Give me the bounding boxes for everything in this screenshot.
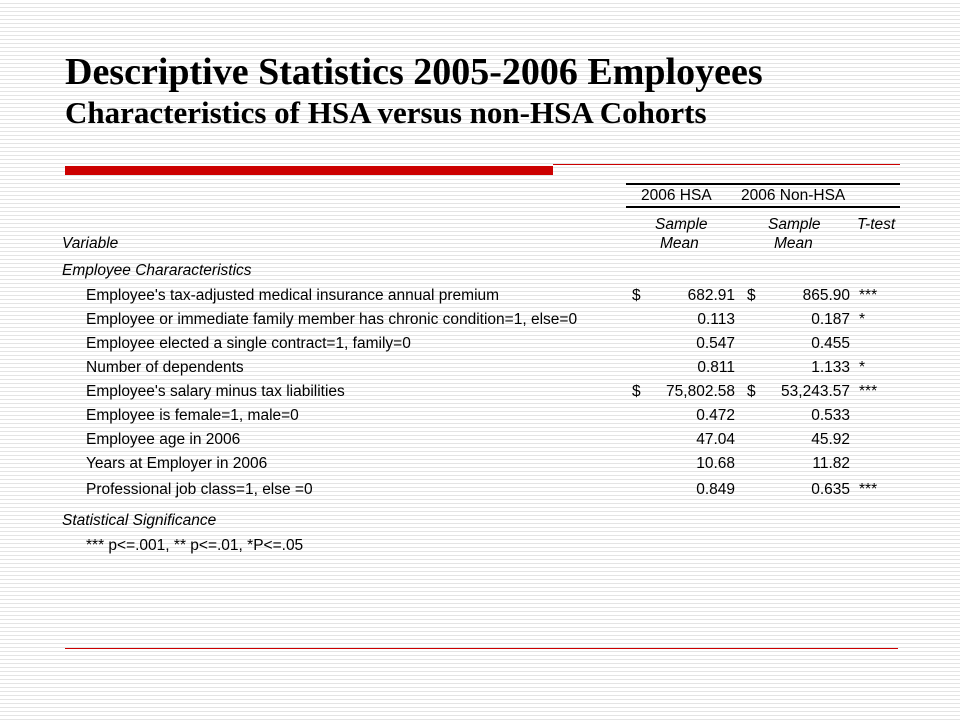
hsa-mean: 682.91 [687, 287, 735, 304]
row-label: Employee or immediate family member has chronic condition=1, else=0 [86, 311, 578, 328]
row-label: Professional job class=1, else =0 [86, 481, 313, 498]
section-title: Employee Chararacteristics [62, 262, 252, 279]
significance-title: Statistical Significance [62, 512, 217, 529]
footer-rule [65, 648, 898, 649]
title-accent-bar [65, 166, 553, 175]
hsa-mean: 0.113 [697, 311, 735, 328]
hsa-currency: $ [632, 287, 641, 304]
nonhsa-mean: 11.82 [812, 455, 850, 472]
significance-stars: * [859, 311, 866, 328]
title-rule [553, 164, 900, 165]
col-header-hsa-line1: Sample [655, 216, 708, 233]
row-label: Years at Employer in 2006 [86, 455, 268, 472]
nonhsa-mean: 53,243.57 [781, 383, 850, 400]
nonhsa-mean: 0.533 [811, 407, 850, 424]
hsa-mean: 0.472 [696, 407, 735, 424]
table-top-rule [626, 183, 900, 185]
col-header-ttest: T-test [857, 216, 896, 233]
row-label: Employee is female=1, male=0 [86, 407, 299, 424]
nonhsa-mean: 45.92 [811, 431, 850, 448]
nonhsa-mean: 1.133 [811, 359, 850, 376]
group-header-hsa: 2006 HSA [641, 187, 712, 204]
nonhsa-mean: 0.635 [811, 481, 850, 498]
title-line-1: Descriptive Statistics 2005-2006 Employees [65, 51, 763, 93]
title-line-2: Characteristics of HSA versus non-HSA Cohorts [65, 95, 707, 130]
group-header-nonhsa: 2006 Non-HSA [741, 187, 846, 204]
nonhsa-mean: 865.90 [802, 287, 850, 304]
nonhsa-currency: $ [747, 383, 756, 400]
significance-stars: *** [859, 287, 878, 304]
col-header-nonhsa-line1: Sample [768, 216, 821, 233]
col-header-hsa-line2: Mean [660, 235, 699, 252]
hsa-mean: 0.849 [696, 481, 735, 498]
group-header-rule [626, 206, 900, 208]
hsa-mean: 47.04 [696, 431, 735, 448]
significance-stars: * [859, 359, 866, 376]
slide-title [65, 50, 945, 132]
hsa-mean: 0.811 [697, 359, 735, 376]
hsa-currency: $ [632, 383, 641, 400]
row-label: Employee age in 2006 [86, 431, 241, 448]
significance-note: *** p<=.001, ** p<=.01, *P<=.05 [86, 537, 304, 554]
hsa-mean: 0.547 [696, 335, 735, 352]
col-header-variable: Variable [62, 235, 119, 252]
row-label: Number of dependents [86, 359, 244, 376]
hsa-mean: 75,802.58 [666, 383, 735, 400]
col-header-nonhsa-line2: Mean [774, 235, 813, 252]
significance-stars: *** [859, 383, 878, 400]
nonhsa-mean: 0.455 [811, 335, 850, 352]
row-label: Employee's tax-adjusted medical insurance annual premium [86, 287, 500, 304]
significance-stars: *** [859, 481, 878, 498]
row-label: Employee elected a single contract=1, family=0 [86, 335, 411, 352]
hsa-mean: 10.68 [696, 455, 735, 472]
row-label: Employee's salary minus tax liabilities [86, 383, 345, 400]
nonhsa-mean: 0.187 [811, 311, 850, 328]
nonhsa-currency: $ [747, 287, 756, 304]
